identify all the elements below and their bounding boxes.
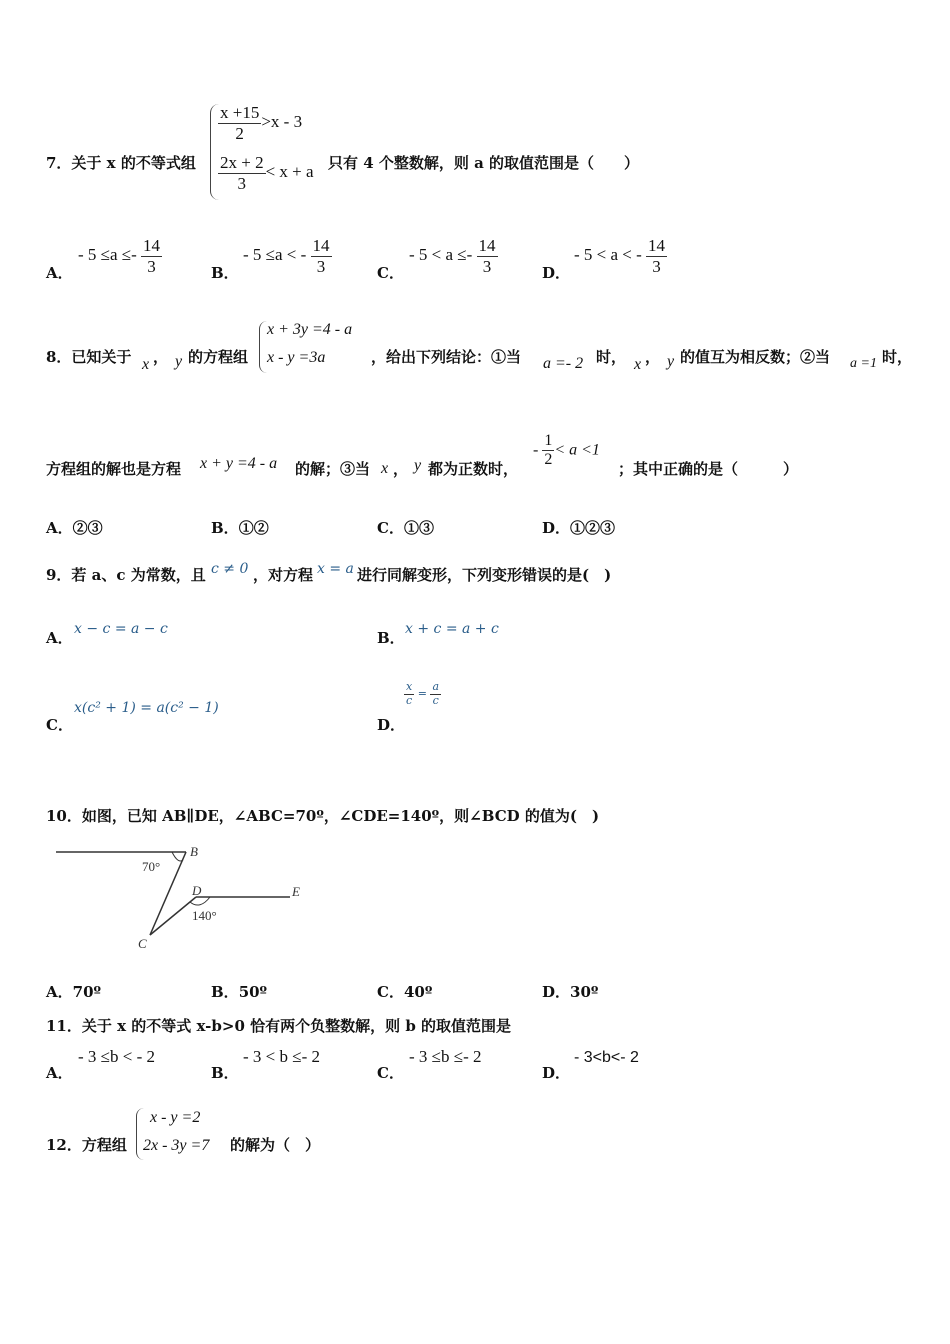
q8-mid2: ，给出下列结论：①当: [371, 348, 522, 366]
q8-var-x: x: [142, 356, 150, 373]
q7-option-c-label[interactable]: C．: [377, 264, 404, 282]
label-e: E: [292, 884, 300, 899]
q7-option-a-label[interactable]: A．: [46, 264, 73, 282]
q11-option-a-value: - 3 ≤b < - 2: [78, 1047, 155, 1066]
q8-mid4: 的值互为相反数；②当: [680, 348, 831, 366]
q9-option-b-value: x + c = a + c: [405, 621, 499, 637]
q8-option-c[interactable]: C．①③: [377, 519, 434, 537]
q8-line2-c: 都为正数时，: [428, 460, 519, 478]
label-c: C: [138, 936, 147, 951]
q8-mid3: 时，: [596, 348, 627, 366]
line-cd: [150, 897, 196, 935]
q8-system-brace: [259, 321, 267, 373]
q11-option-c-value: - 3 ≤b ≤- 2: [409, 1047, 482, 1066]
q8-var-y-2: y: [667, 353, 675, 370]
q9-option-c-value: x(c² + 1) = a(c² − 1): [74, 700, 219, 716]
q7-option-a-value: - 5 ≤a ≤- $\frac{14}{3}$: [78, 236, 161, 276]
q9-mid: ，对方程: [253, 566, 314, 584]
q11-option-b-value: - 3 < b ≤- 2: [243, 1047, 320, 1066]
q11-option-d-value: - 3<b<- 2: [574, 1049, 639, 1066]
q8-var-y: y: [175, 353, 183, 370]
q11-option-c-label[interactable]: C．: [377, 1064, 404, 1082]
angle-label-140: 140°: [192, 908, 217, 923]
q8-condition-1: a =- 2: [543, 355, 584, 372]
q7-option-d-value: - 5 < a < - $\frac{14}{3}$: [574, 236, 666, 276]
q8-option-a[interactable]: A．②③: [46, 519, 103, 537]
q12-equation-1: x - y =2: [150, 1109, 201, 1126]
q7-option-b-label[interactable]: B．: [211, 264, 239, 282]
q8-condition-2: a =1: [850, 356, 877, 371]
q7-option-d-label[interactable]: D．: [542, 264, 571, 282]
q10-option-b[interactable]: B．50º: [211, 983, 268, 1001]
q8-comma-2: ，: [645, 348, 661, 366]
angle-d-arc: [190, 897, 210, 905]
q8-var-y-3: y: [414, 457, 422, 474]
q8-var-x-3: x: [381, 460, 389, 477]
q7-option-b-value: - 5 ≤a < - $\frac{14}{3}$: [243, 236, 330, 276]
q8-comma-1: ，: [153, 348, 169, 366]
q8-var-x-2: x: [634, 356, 642, 373]
q8-line2-d: ；其中正确的是（ ）: [618, 460, 799, 478]
q8-mid1: 的方程组: [188, 348, 249, 366]
q11-stem: 11．关于 x 的不等式 x-b>0 恰有两个负整数解，则 b 的取值范围是: [46, 1017, 512, 1035]
q9-option-a-value: x − c = a − c: [74, 621, 168, 637]
q9-equation: x = a: [317, 561, 354, 577]
q10-option-c[interactable]: C．40º: [377, 983, 433, 1001]
q11-option-a-label[interactable]: A．: [46, 1064, 73, 1082]
q10-option-a[interactable]: A．70º: [46, 983, 102, 1001]
q7-option-c-value: - 5 < a ≤- $\frac{14}{3}$: [409, 236, 496, 276]
q10-figure: [50, 840, 310, 955]
q9-suffix: 进行同解变形，下列变形错误的是( ): [357, 566, 612, 584]
q8-equation-1: x + 3y =4 - a: [267, 321, 353, 338]
q12-suffix: 的解为（ ）: [230, 1136, 321, 1154]
q7-prefix: 7．关于 x 的不等式组: [46, 154, 196, 172]
q9-condition: c ≠ 0: [211, 561, 249, 577]
q7-inequality-1: $\frac{x +15}{2}$ >x - 3: [220, 103, 303, 143]
q9-option-b-label[interactable]: B．: [377, 629, 405, 647]
q8-range-inequality: - $\frac{1}{2}$ < a <1: [533, 432, 600, 469]
q12-equation-2: 2x - 3y =7: [143, 1137, 210, 1154]
q8-comma-3: ，: [393, 460, 409, 478]
q8-line2-a: 方程组的解也是方程: [46, 460, 182, 478]
q7-inequality-2: $\frac{2x + 2}{3}$ < x + a: [220, 153, 314, 193]
q8-line2-b: 的解；③当: [295, 460, 371, 478]
q8-prefix: 8．已知关于: [46, 348, 132, 366]
q7-suffix: 只有 4 个整数解，则 a 的取值范围是（ ）: [328, 154, 640, 172]
q11-option-b-label[interactable]: B．: [211, 1064, 239, 1082]
q8-equation-2: x - y =3a: [267, 349, 326, 366]
q8-option-b[interactable]: B．①②: [211, 519, 269, 537]
q8-option-d[interactable]: D．①②③: [542, 519, 616, 537]
q9-option-a-label[interactable]: A．: [46, 629, 73, 647]
q9-option-c-label[interactable]: C．: [46, 716, 73, 734]
q10-option-d[interactable]: D．30º: [542, 983, 599, 1001]
q9-option-d-label[interactable]: D．: [377, 716, 406, 734]
q8-equation-3: x + y =4 - a: [200, 455, 278, 472]
q10-stem: 10．如图，已知 AB∥DE，∠ABC=70º，∠CDE=140º，则∠BCD 的值为( ): [46, 807, 600, 825]
angle-b-arc: [172, 852, 183, 861]
q8-mid5: 时，: [882, 348, 913, 366]
label-b: B: [190, 844, 198, 859]
q12-prefix: 12．方程组: [46, 1136, 127, 1154]
q11-option-d-label[interactable]: D．: [542, 1064, 571, 1082]
q9-option-d-value: $\frac{x}{c}$ = $\frac{a}{c}$: [406, 680, 439, 707]
label-d: D: [192, 883, 202, 898]
angle-label-70: 70°: [142, 859, 161, 874]
q9-prefix: 9．若 a、c 为常数，且: [46, 566, 206, 584]
